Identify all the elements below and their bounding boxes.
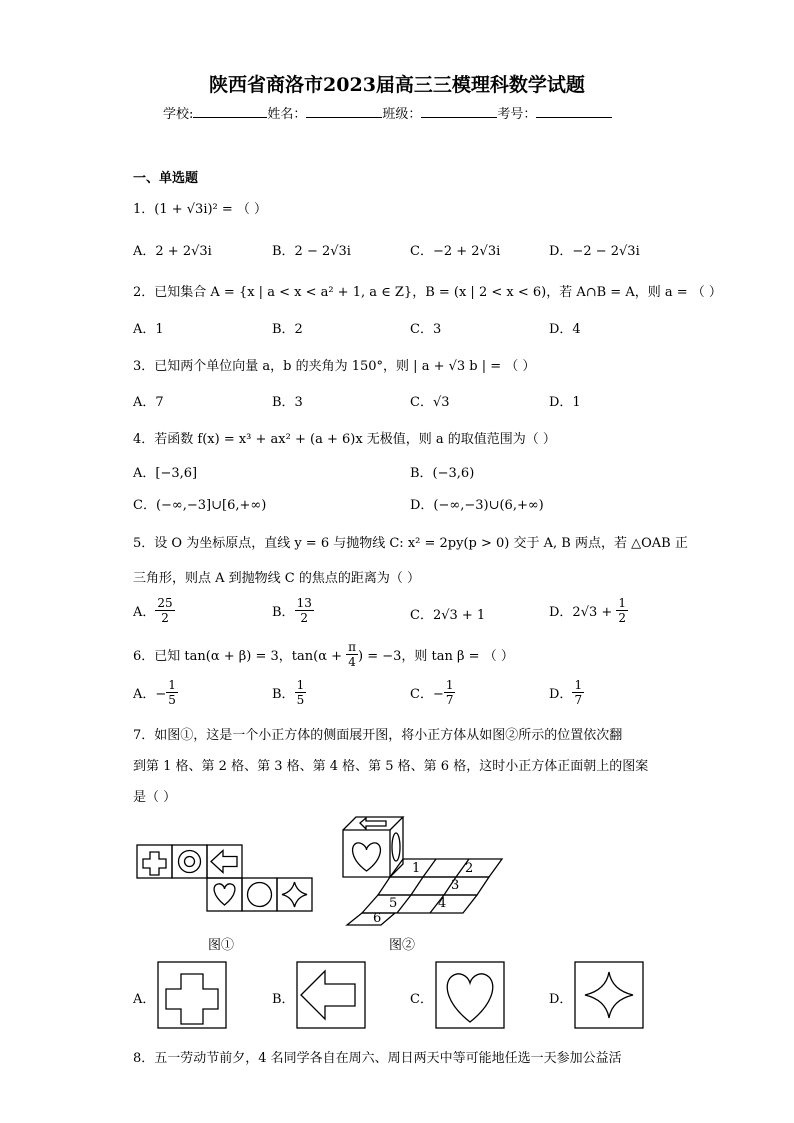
question-1-option-c: C．−2 + 2√3i <box>410 244 501 259</box>
question-7-option-d: D． <box>549 992 573 1007</box>
grid-label-1: 1 <box>412 861 421 876</box>
question-5-stem-line-2: 三角形，则点 A 到抛物线 C 的焦点的距离为（ ） <box>133 571 420 586</box>
option-label: C．− <box>410 687 444 702</box>
option-d-four-point-star-icon <box>585 972 633 1018</box>
question-3-option-b: B．3 <box>272 395 303 410</box>
question-4-option-b: B．(−3,6) <box>410 466 475 481</box>
fraction-denominator: 5 <box>296 693 305 707</box>
question-4-option-d: D．(−∞,−3)∪(6,+∞) <box>410 498 544 513</box>
grid-label-3: 3 <box>451 878 460 893</box>
question-3-option-a: A．7 <box>133 395 164 410</box>
number-label: 考号： <box>497 107 537 122</box>
fraction-numerator: 1 <box>618 596 627 610</box>
grid-label-2: 2 <box>465 861 474 876</box>
school-label: 学校: <box>163 107 194 122</box>
grid-label-5: 5 <box>389 896 398 911</box>
figure-2-caption: 图② <box>389 938 416 953</box>
question-2-option-d: D．4 <box>549 322 581 337</box>
question-1-option-a: A．2 + 2√3i <box>133 244 212 259</box>
option-label: B． <box>272 605 295 620</box>
question-3-option-d: D．1 <box>549 395 581 410</box>
question-7-option-b: B． <box>272 992 295 1007</box>
section-heading: 一、单选题 <box>133 171 199 186</box>
fraction-denominator: 2 <box>300 611 309 625</box>
fraction-denominator: 5 <box>168 693 176 707</box>
question-5-option-c: C．2√3 + 1 <box>410 608 486 623</box>
fraction-numerator: 13 <box>296 596 312 610</box>
option-label: A．− <box>133 687 167 702</box>
question-4-stem: 4．若函数 f(x) = x³ + ax² + (a + 6)x 无极值，则 a 的取值范围为（ ） <box>133 432 556 447</box>
question-5-stem-line-1: 5．设 O 为坐标原点，直线 y = 6 与抛物线 C: x² = 2py(p > 0) 交于 A, B 两点，若 △OAB 正 <box>133 536 688 551</box>
name-label: 姓名： <box>267 107 307 122</box>
option-c-box <box>436 962 504 1028</box>
page-title: 陕西省商洛市2023届高三三模理科数学试题 <box>209 74 585 96</box>
fraction-denominator: 7 <box>445 693 454 707</box>
question-4-option-a: A．[−3,6] <box>133 466 198 481</box>
option-a-cross-icon <box>166 974 218 1024</box>
option-label: B． <box>272 687 295 702</box>
question-1-option-b: B．2 − 2√3i <box>272 244 351 259</box>
option-label: D． <box>549 687 573 702</box>
question-7-stem-line-1: 7．如图①，这是一个小正方体的侧面展开图，将小正方体从如图②所示的位置依次翻 <box>133 728 623 743</box>
option-label: D．2√3 + <box>549 605 617 620</box>
grid-label-4: 4 <box>438 896 447 911</box>
question-3-stem: 3．已知两个单位向量 a，b 的夹角为 150°，则 | a + √3 b | = （ ） <box>133 359 536 374</box>
option-c-heart-icon <box>447 974 493 1022</box>
fraction-denominator: 2 <box>161 611 169 625</box>
question-2-stem: 2．已知集合 A = {x | a < x < a² + 1, a ∈ Z}，B = (x | 2 < x < 6)，若 A∩B = A，则 a = （ ） <box>133 285 722 300</box>
fraction-numerator: 1 <box>168 678 176 692</box>
question-1-stem: 1．(1 + √3i)² = （ ） <box>133 202 268 217</box>
option-b-arrow-left-icon <box>301 971 355 1019</box>
option-label: A． <box>133 605 156 620</box>
question-2-option-a: A．1 <box>133 322 164 337</box>
class-label: 班级： <box>382 107 422 122</box>
fraction-denominator: 7 <box>574 693 583 707</box>
question-7-stem-line-3: 是（ ） <box>133 790 177 805</box>
question-4-option-c: C．(−∞,−3]∪[6,+∞) <box>133 498 267 513</box>
fraction-numerator: π <box>348 640 357 654</box>
figure-1-caption: 图① <box>208 938 235 953</box>
question-7-option-a: A． <box>133 992 156 1007</box>
stem-part: 6．已知 tan(α + β) = 3，tan(α + <box>133 649 347 664</box>
grid-label-6: 6 <box>373 911 382 926</box>
fraction-denominator: 2 <box>618 611 627 625</box>
option-a-box <box>158 962 226 1028</box>
fraction-numerator: 1 <box>445 678 454 692</box>
question-7-option-c: C． <box>410 992 433 1007</box>
question-1-option-d: D．−2 − 2√3i <box>549 244 640 259</box>
stem-part: ) = −3，则 tan β = （ ） <box>358 649 514 664</box>
question-3-option-c: C．√3 <box>410 395 450 410</box>
fraction-numerator: 25 <box>157 596 173 610</box>
question-2-option-c: C．3 <box>410 322 442 337</box>
fraction-denominator: 4 <box>348 655 356 669</box>
fraction-numerator: 1 <box>296 678 305 692</box>
fraction-numerator: 1 <box>574 678 583 692</box>
question-7-stem-line-2: 到第 1 格、第 2 格、第 3 格、第 4 格、第 5 格、第 6 格，这时小正方体正面朝上的图案 <box>133 759 649 774</box>
question-2-option-b: B．2 <box>272 322 303 337</box>
question-8-stem-line-1: 8．五一劳动节前夕，4 名同学各自在周六、周日两天中等可能地任选一天参加公益活 <box>133 1051 622 1066</box>
